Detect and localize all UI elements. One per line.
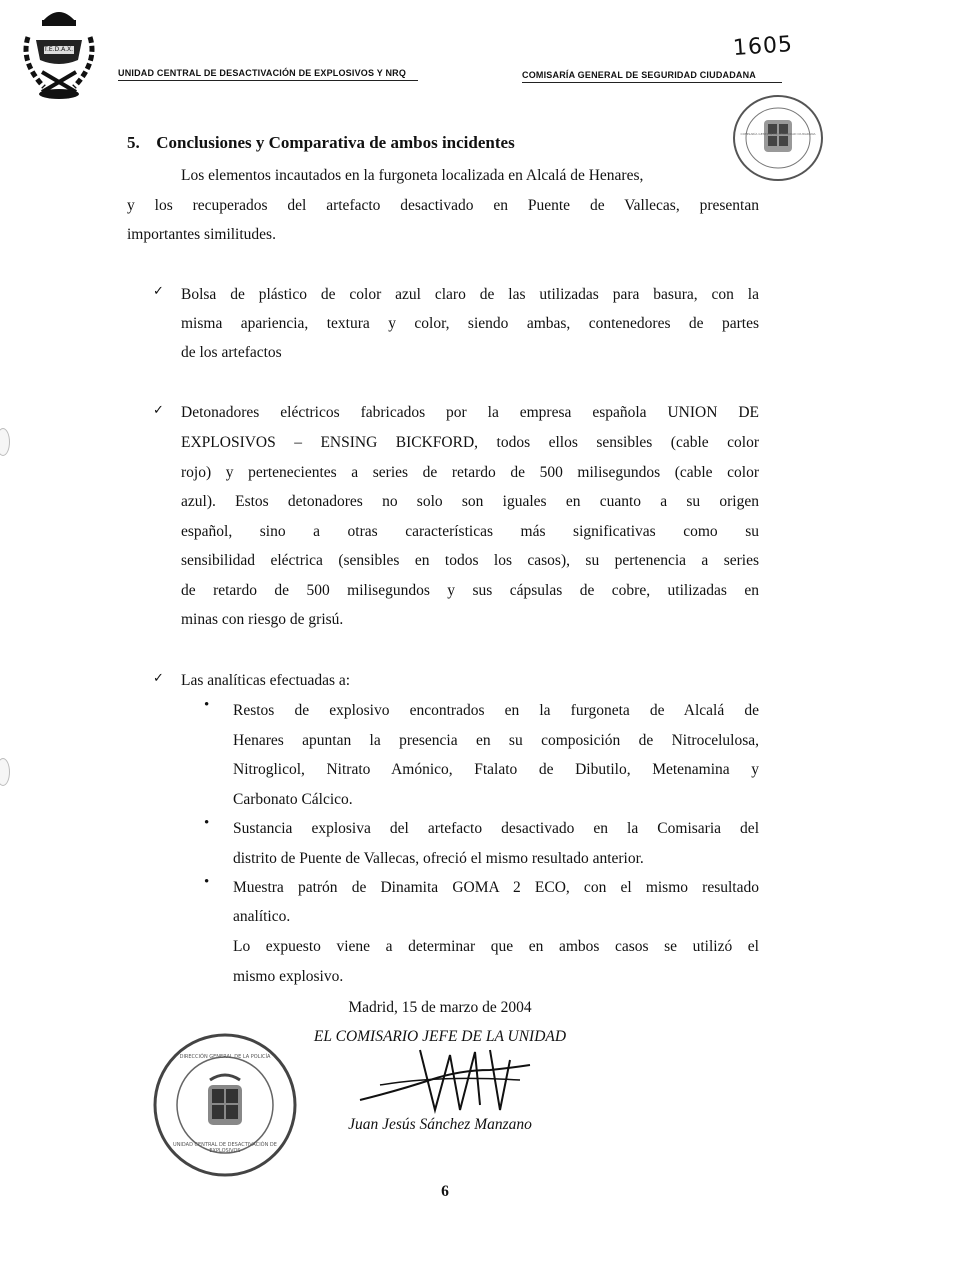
signatory-title: EL COMISARIO JEFE DE LA UNIDAD (313, 1028, 567, 1045)
handwritten-page-number: 1605 (732, 31, 794, 62)
stamp-bottom-inner-text: UNIDAD CENTRAL DE DESACTIVACIÓN DE EXPLOSIVOS (173, 1142, 277, 1154)
item-1-line-1: Bolsa de plástico de color azul claro de las utilizadas para basura, con la (181, 286, 759, 303)
analysis-1-line-2: Henares apuntan la presencia en su composición de Nitrocelulosa, (233, 732, 759, 749)
header-left-rule (118, 80, 418, 81)
header-left-unit: UNIDAD CENTRAL DE DESACTIVACIÓN DE EXPLOSIVOS Y NRQ (118, 68, 407, 78)
item-2-line-7: de retardo de 500 milisegundos y sus cápsulas de cobre, utilizadas en (181, 582, 759, 599)
item-2-line-8: minas con riesgo de grisú. (181, 611, 344, 628)
item-2-line-3: rojo) y pertenecientes a series de retardo de 500 milisegundos (cable color (181, 464, 759, 481)
analysis-2-line-2: distrito de Puente de Vallecas, ofreció el mismo resultado anterior. (233, 850, 644, 867)
header-right-rule (522, 82, 782, 83)
item-1-line-3: de los artefactos (181, 344, 282, 361)
analysis-1-line-3: Nitroglicol, Nitrato Amónico, Ftalato de Dibutilo, Metenamina y (233, 761, 759, 778)
item-3-line-1: Las analíticas efectuadas a: (181, 672, 351, 689)
page-number: 6 (441, 1183, 449, 1200)
analysis-3-line-1: Muestra patrón de Dinamita GOMA 2 ECO, con el mismo resultado (233, 879, 759, 896)
intro-line-1: Los elementos incautados en la furgoneta localizada en Alcalá de Henares, (181, 167, 644, 184)
bullet-icon: • (204, 815, 210, 831)
section-number: 5. (127, 133, 140, 152)
place-date: Madrid, 15 de marzo de 2004 (348, 999, 532, 1016)
bullet-icon: • (204, 697, 210, 713)
conclusion-line-2: mismo explosivo. (233, 968, 344, 985)
section-heading (127, 133, 515, 153)
handwritten-signature (340, 1040, 560, 1120)
item-2-line-4: azul). Estos detonadores no solo son iguales en cuanto a su origen (181, 493, 759, 510)
item-2-line-5: español, sino a otras características más significativas como su (181, 523, 759, 540)
item-2-line-1: Detonadores eléctricos fabricados por la empresa española UNION DE (181, 404, 759, 421)
header-right-unit: COMISARÍA GENERAL DE SEGURIDAD CIUDADANA (522, 70, 757, 80)
check-icon: ✓ (153, 283, 164, 298)
item-2-line-6: sensibilidad eléctrica (sensibles en todos los casos), su pertenencia a series (181, 552, 759, 569)
intro-line-2: y los recuperados del artefacto desactivado en Puente de Vallecas, presentan (127, 197, 759, 214)
official-stamp-bottom (150, 1030, 300, 1180)
conclusion-line-1: Lo expuesto viene a determinar que en ambos casos se utilizó el (233, 938, 759, 955)
check-icon: ✓ (153, 402, 164, 417)
item-1-line-2: misma apariencia, textura y color, siendo ambas, contenedores de partes (181, 315, 759, 332)
item-2-line-2: EXPLOSIVOS – ENSING BICKFORD, todos ellos sensibles (cable color (181, 434, 759, 451)
punch-hole (0, 428, 10, 456)
signatory-name: Juan Jesús Sánchez Manzano (348, 1116, 532, 1133)
section-title: Conclusiones y Comparativa de ambos incidentes (156, 133, 515, 152)
emblem-label: T.E.D.A.X. (44, 46, 74, 53)
analysis-3-line-2: analítico. (233, 908, 291, 925)
unit-emblem (14, 2, 104, 102)
analysis-1-line-1: Restos de explosivo encontrados en la furgoneta de Alcalá de (233, 702, 759, 719)
intro-line-3: importantes similitudes. (127, 226, 276, 243)
stamp-bottom-outer-text: DIRECCIÓN GENERAL DE LA POLICÍA (179, 1054, 271, 1060)
analysis-1-line-4: Carbonato Cálcico. (233, 791, 353, 808)
stamp-top-text: COMISARÍA GENERAL DE SEGURIDAD CIUDADANA (740, 132, 816, 136)
bullet-icon: • (204, 874, 210, 890)
punch-hole (0, 758, 10, 786)
check-icon: ✓ (153, 670, 164, 685)
analysis-2-line-1: Sustancia explosiva del artefacto desactivado en la Comisaria del (233, 820, 759, 837)
